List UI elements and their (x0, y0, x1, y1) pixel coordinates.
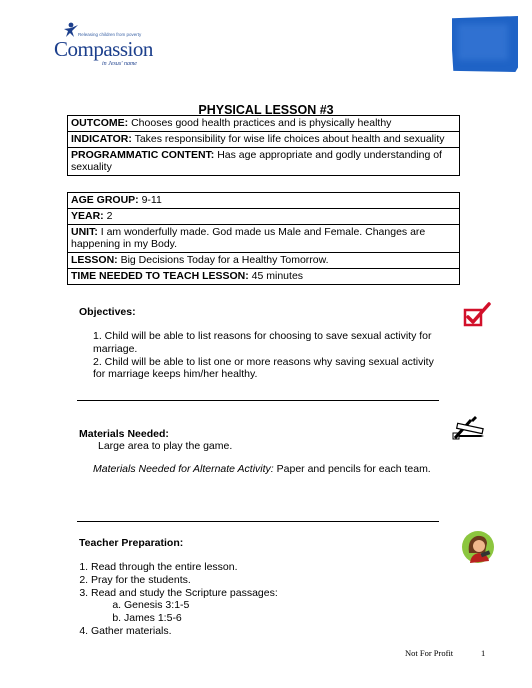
time-text: 45 minutes (248, 269, 304, 282)
section-divider (77, 400, 439, 401)
indicator-label: INDICATOR: (71, 132, 132, 145)
age-group-label: AGE GROUP: (71, 194, 139, 206)
logo-tagline: Releasing children from poverty (78, 32, 142, 37)
programmatic-content-text: Has age appropriate and godly understanding of sexuality (71, 148, 442, 174)
preparation-step: 4. Gather materials. (91, 625, 414, 638)
page-title: PHYSICAL LESSON #3 (198, 103, 334, 117)
programmatic-content-row (68, 148, 459, 176)
unit-label: UNIT: (71, 225, 98, 238)
pencil-ruler-icon (451, 414, 487, 442)
lesson-outcome-box (67, 115, 460, 176)
section-divider (77, 521, 439, 522)
lesson-details-box (67, 192, 460, 285)
preparation-step: 1. Read through the entire lesson. (91, 561, 414, 574)
preparation-step: 2. Pray for the students. (91, 574, 414, 587)
lesson-row (68, 253, 459, 269)
objectives-heading: Objectives: (79, 306, 136, 318)
age-group-row (68, 193, 459, 209)
time-row (68, 269, 459, 284)
indicator-row (68, 132, 459, 148)
scripture-passage: b. James 1:5-6 (124, 612, 414, 625)
outcome-label: OUTCOME: (71, 117, 129, 129)
programmatic-content-label: PROGRAMMATIC CONTENT: (71, 148, 215, 161)
teacher-preparation-heading: Teacher Preparation: (79, 537, 184, 549)
time-label: TIME NEEDED TO TEACH LESSON: (71, 269, 249, 282)
lesson-text: Big Decisions Today for a Healthy Tomorrow. (117, 254, 329, 267)
alternate-materials-text: Paper and pencils for each team. (273, 463, 431, 475)
logo-subline: in Jesus' name (102, 61, 137, 67)
outcome-text: Chooses good health practices and is physically healthy (128, 117, 392, 129)
alternate-materials (93, 463, 431, 476)
unit-row (68, 225, 459, 254)
age-group-text: 9-11 (138, 194, 162, 206)
checkbox-check-icon (463, 302, 491, 328)
preparation-steps (74, 561, 414, 638)
page-number: 1 (481, 648, 486, 658)
logo-wordmark: Compassion (54, 37, 153, 61)
objective-item: 2. Child will be able to list one or more reasons why saving sexual activity for marriage keeps him/her healthy. (93, 355, 434, 381)
materials-heading: Materials Needed: (79, 428, 169, 440)
lesson-label: LESSON: (71, 254, 118, 267)
compassion-logo (52, 22, 164, 68)
materials-line: Large area to play the game. (98, 440, 233, 452)
teacher-icon (461, 529, 495, 565)
unit-text: I am wonderfully made. God made us Male and Female. Changes are happening in my Body. (71, 225, 426, 251)
footer-label: Not For Profit (405, 648, 454, 658)
year-label: YEAR: (71, 209, 104, 222)
objectives-list (93, 330, 443, 381)
blue-decorative-block (452, 16, 518, 72)
preparation-step: 3. Read and study the Scripture passages: a. Genesis 3:1-5 b. James 1:5-6 (91, 587, 414, 625)
indicator-text: Takes responsibility for wise life choices about health and sexuality (131, 132, 445, 145)
alternate-materials-label: Materials Needed for Alternate Activity: (93, 463, 274, 475)
objective-item: 1. Child will be able to list reasons for choosing to save sexual activity for marriage. (93, 330, 432, 355)
year-row (68, 209, 459, 225)
outcome-row (68, 116, 459, 132)
year-text: 2 (103, 209, 113, 222)
scripture-passage: a. Genesis 3:1-5 (124, 599, 414, 612)
